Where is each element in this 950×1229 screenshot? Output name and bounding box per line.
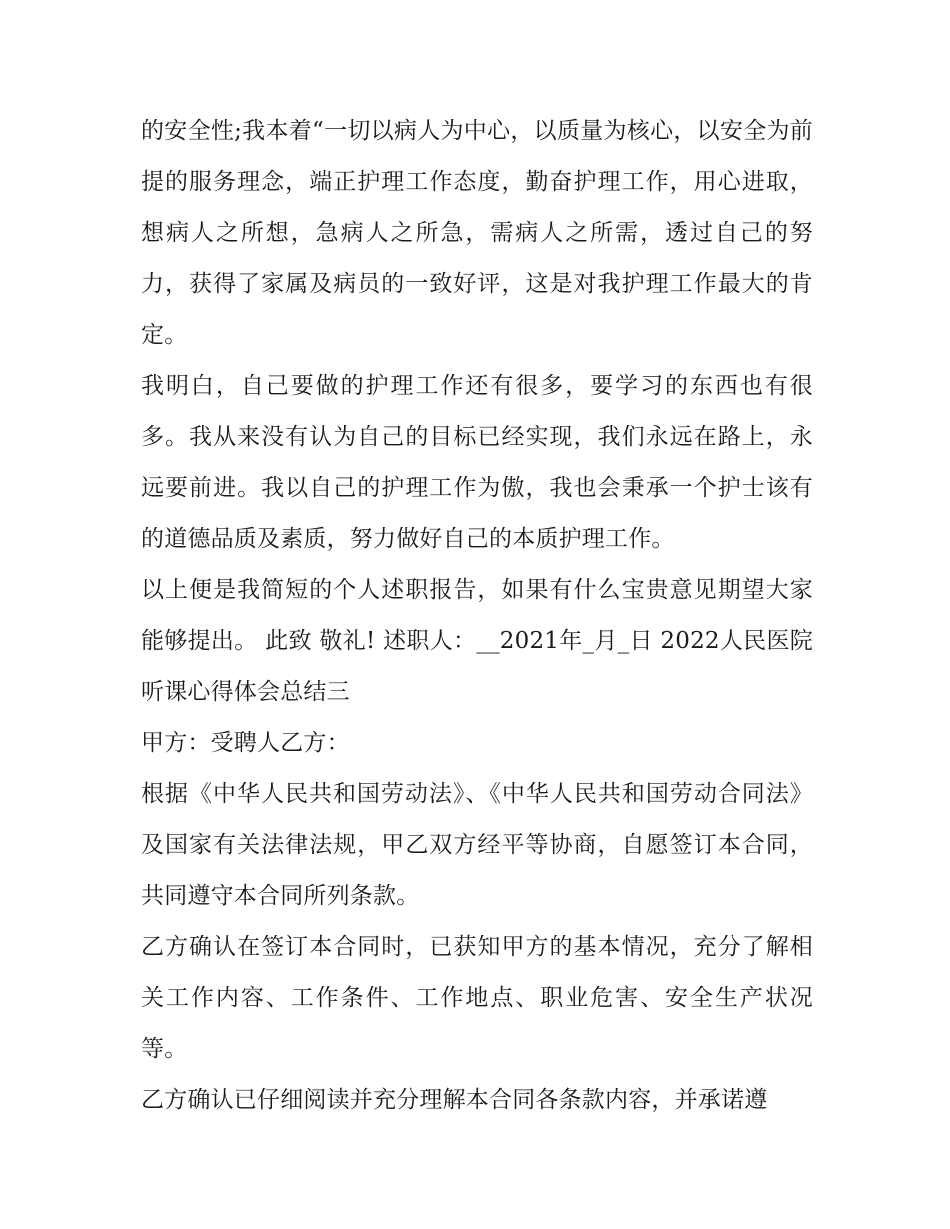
paragraph-contract-basis: 根据《中华人民共和国劳动法》、《中华人民共和国劳动合同法》及国家有关法律法规，甲乙双方经平等协商，自愿签订本合同，共同遵守本合同所列条款。 [141, 781, 813, 909]
paragraph-contract-acknowledgement: 乙方确认已仔细阅读并充分理解本合同各条款内容，并承诺遵 [141, 1087, 768, 1113]
paragraph-contract-confirmation: 乙方确认在签订本合同时，已获知甲方的基本情况，充分了解相关工作内容、工作条件、工作地点、职业危害、安全生产状况等。 [141, 934, 813, 1062]
paragraph-report-closing: 以上便是我简短的个人述职报告，如果有什么宝贵意见期望大家能够提出。 此致 敬礼! 述职人：__2021年_月_日 2022人民医院听课心得体会总结三 [141, 577, 813, 705]
document-body [141, 106, 813, 1126]
paragraph-contract-parties: 甲方：受聘人乙方： [141, 730, 350, 756]
paragraph-nursing-goals: 我明白，自己要做的护理工作还有很多，要学习的东西也有很多。我从来没有认为自己的目标已经实现，我们永远在路上，永远要前进。我以自己的护理工作为傲，我也会秉承一个护士该有的道德品质及素质，努力做好自己的本质护理工作。 [141, 373, 813, 552]
paragraph-nursing-safety: 的安全性;我本着“一切以病人为中心，以质量为核心，以安全为前提的服务理念，端正护理工作态度，勤奋护理工作，用心进取，想病人之所想，急病人之所急，需病人之所需，透过自己的努力，获得了家属及病员的一致好评，这是对我护理工作最大的肯定。 [141, 118, 813, 348]
